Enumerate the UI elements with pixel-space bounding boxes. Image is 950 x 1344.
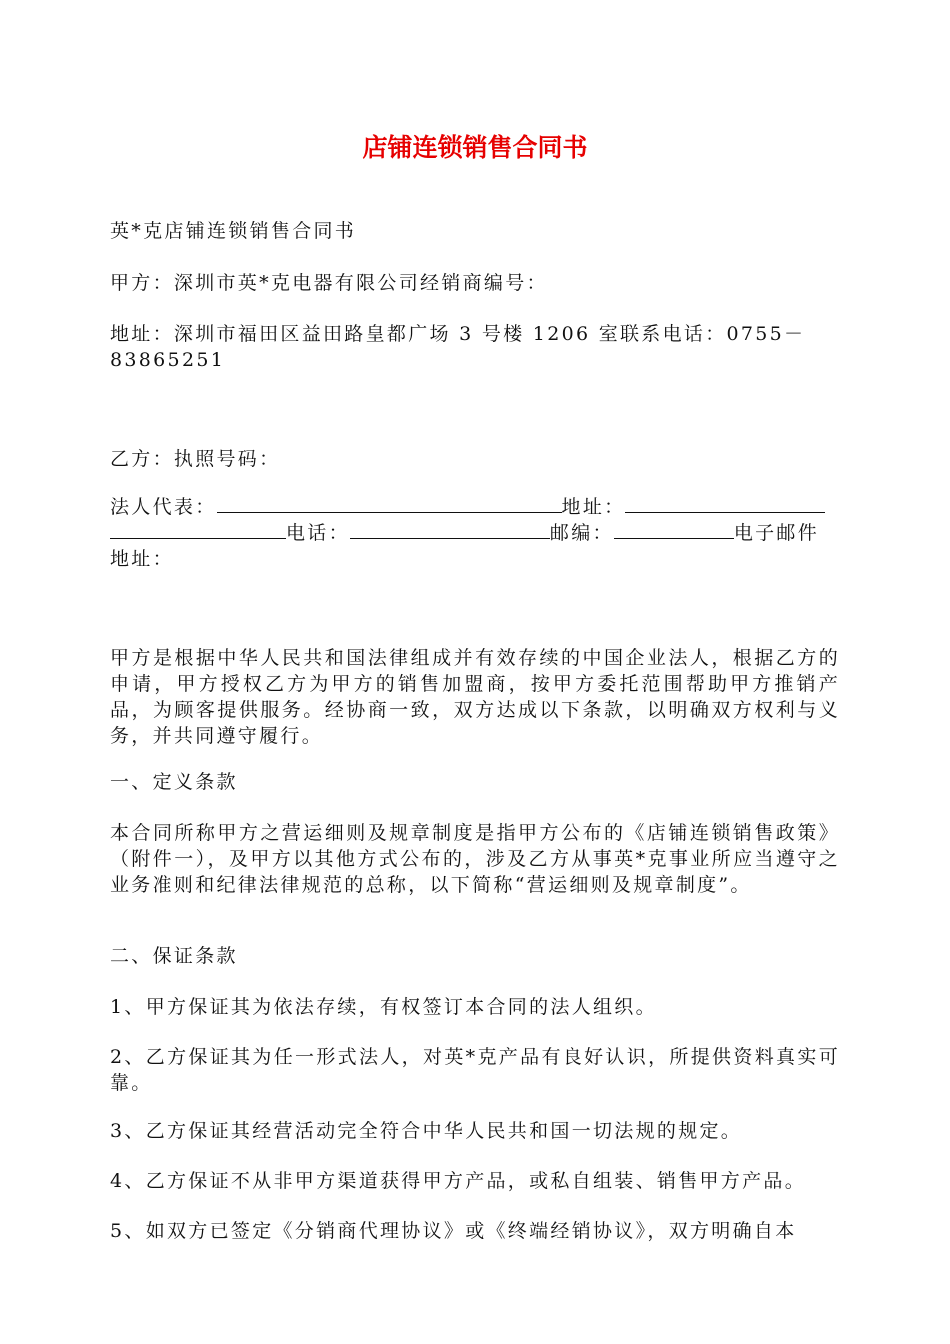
section-2-heading: 二、保证条款: [110, 945, 238, 967]
section-1-text: 本合同所称甲方之营运细则及规章制度是指甲方公布的《店铺连锁销售政策》（附件一），及甲方以其他方式公布的，涉及乙方从事英*克事业所应当遵守之业务准则和纪律法律规范的总称，以下简称“营运细则及规章制度”。: [110, 822, 840, 896]
phone-blank[interactable]: [350, 520, 550, 539]
document-title: 店铺连锁销售合同书: [362, 133, 588, 162]
clause-5: 5、如双方已签定《分销商代理协议》或《终端经销协议》，双方明确自本: [110, 1220, 797, 1242]
email-label-continued: 地址：: [110, 548, 174, 570]
clause-4: 4、乙方保证不从非甲方渠道获得甲方产品，或私自组装、销售甲方产品。: [110, 1170, 806, 1192]
email-label: 电子邮件: [733, 522, 820, 544]
postcode-label: 邮编：: [549, 522, 614, 544]
form-row-2: [110, 520, 840, 546]
intro-paragraph: 甲方是根据中华人民共和国法律组成并有效存续的中国企业法人，根据乙方的申请，甲方授权乙方为甲方的销售加盟商，按甲方委托范围帮助甲方推销产品，为顾客提供服务。经协商一致，双方达成以下条款，以明确双方权利与义务，并共同遵守履行。: [110, 647, 840, 747]
address-label: 地址：: [561, 496, 626, 518]
clause-2: 2、乙方保证其为任一形式法人，对英*克产品有良好认识，所提供资料真实可靠。: [110, 1046, 840, 1094]
address-blank-continued[interactable]: [110, 520, 286, 539]
address-blank[interactable]: [625, 494, 825, 513]
phone-label: 电话：: [286, 522, 350, 544]
section-1-heading: 一、定义条款: [110, 771, 238, 793]
address-line-1: 地址：深圳市福田区益田路皇都广场 3 号楼 1206 室联系电话：0755－: [110, 323, 806, 345]
party-b-line: 乙方：执照号码：: [110, 448, 281, 470]
form-row-1: [110, 494, 840, 520]
party-a-line: 甲方：深圳市英*克电器有限公司经销商编号：: [110, 272, 548, 294]
legal-rep-blank[interactable]: [217, 494, 562, 513]
postcode-blank[interactable]: [614, 520, 734, 539]
clause-3: 3、乙方保证其经营活动完全符合中华人民共和国一切法规的规定。: [110, 1120, 743, 1142]
clause-1: 1、甲方保证其为依法存续，有权签订本合同的法人组织。: [110, 996, 657, 1018]
address-line-2: 83865251: [110, 349, 226, 371]
subtitle: 英*克店铺连锁销售合同书: [110, 220, 357, 242]
legal-rep-label: 法人代表：: [110, 496, 217, 518]
